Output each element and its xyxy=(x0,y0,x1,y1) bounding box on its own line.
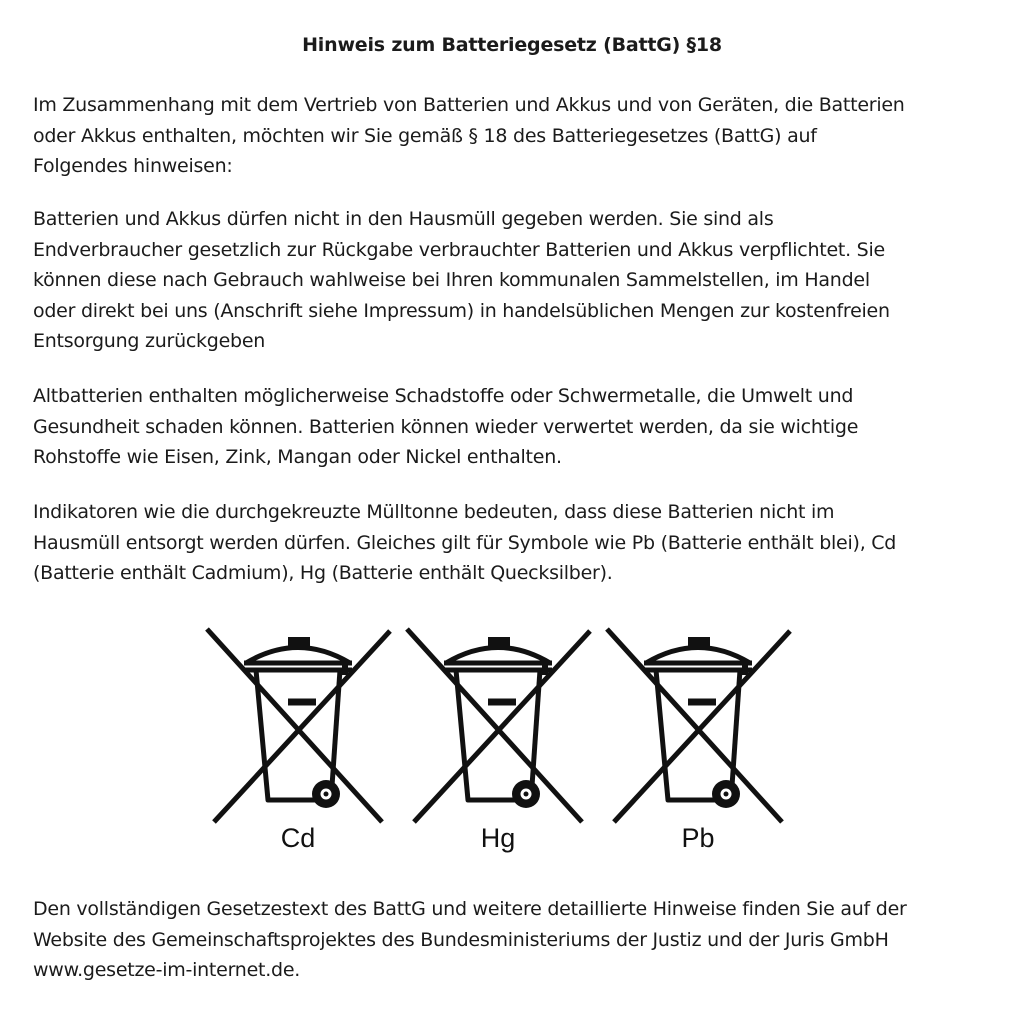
paragraph-line: Altbatterien enthalten möglicherweise Schadstoffe oder Schwermetalle, die Umwelt und xyxy=(33,385,854,407)
paragraph-line: Batterien und Akkus dürfen nicht in den Hausmüll gegeben werden. Sie sind als xyxy=(33,208,774,230)
symbol-label: Cd xyxy=(280,823,316,853)
paragraph-line: Folgendes hinweisen: xyxy=(33,155,233,177)
paragraph-line: können diese nach Gebrauch wahlweise bei Ihren kommunalen Sammelstellen, im Handel xyxy=(33,269,870,291)
paragraph-line: Rohstoffe wie Eisen, Zink, Mangan oder Nickel enthalten. xyxy=(33,446,562,468)
paragraph-line: oder Akkus enthalten, möchten wir Sie gemäß § 18 des Batteriegesetzes (BattG) auf xyxy=(33,124,817,147)
crossed-out-wheelie-bin-icon xyxy=(400,622,596,827)
paragraph-law-reference xyxy=(33,894,993,986)
paragraph-line: Entsorgung zurückgeben xyxy=(33,330,266,352)
paragraph-intro xyxy=(33,90,993,182)
paragraph-return-obligation xyxy=(33,204,993,357)
crossed-out-wheelie-bin-icon xyxy=(200,622,396,827)
crossed-out-wheelie-bin-icon xyxy=(600,622,796,827)
paragraph-line: Endverbraucher gesetzlich zur Rückgabe verbrauchter Batterien und Akkus verpflichtet. Sie xyxy=(33,238,885,261)
symbol-label: Hg xyxy=(480,823,516,853)
law-website-text: www.gesetze-im-internet.de. xyxy=(33,959,301,981)
paragraph-line: Den vollständigen Gesetzestext des BattG und weitere detaillierte Hinweise finden Sie auf der xyxy=(33,898,907,920)
paragraph-pollutants xyxy=(33,381,993,473)
paragraph-line: Im Zusammenhang mit dem Vertrieb von Batterien und Akkus und von Geräten, die Batterien xyxy=(33,94,905,116)
paragraph-line: oder direkt bei uns (Anschrift siehe Impressum) in handelsüblichen Mengen zur kostenfreien xyxy=(33,299,890,322)
symbol-cd xyxy=(200,622,396,862)
symbol-pb xyxy=(600,622,796,862)
symbol-hg xyxy=(400,622,596,862)
paragraph-indicators xyxy=(33,497,993,589)
disposal-symbols xyxy=(200,622,800,862)
symbol-label: Pb xyxy=(681,823,715,853)
paragraph-line: (Batterie enthält Cadmium), Hg (Batterie enthält Quecksilber). xyxy=(33,562,613,584)
paragraph-line: Website des Gemeinschaftsprojektes des Bundesministeriums der Justiz und der Juris GmbH xyxy=(33,928,889,951)
paragraph-line: Hausmüll entsorgt werden dürfen. Gleiches gilt für Symbole wie Pb (Batterie enthält blei), Cd xyxy=(33,531,897,554)
paragraph-line: Gesundheit schaden können. Batterien können wieder verwertet werden, da sie wichtige xyxy=(33,415,859,438)
paragraph-line: Indikatoren wie die durchgekreuzte Mülltonne bedeuten, dass diese Batterien nicht im xyxy=(33,501,835,523)
page-title: Hinweis zum Batteriegesetz (BattG) §18 xyxy=(302,34,722,56)
